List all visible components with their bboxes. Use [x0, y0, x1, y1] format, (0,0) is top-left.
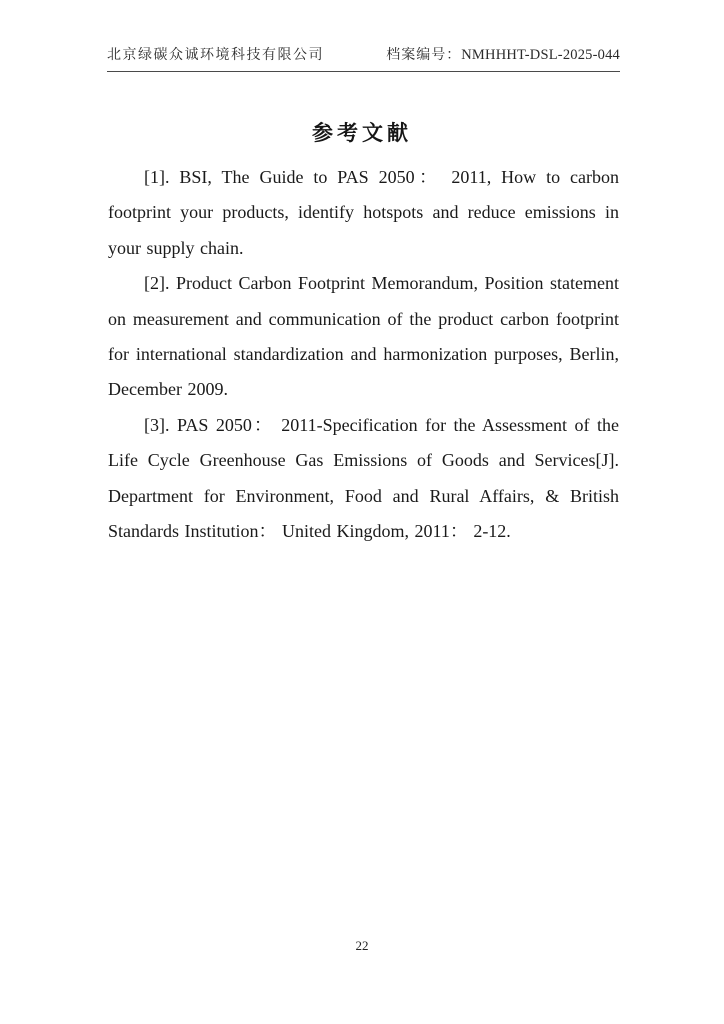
page-title: 参考文献	[312, 121, 412, 145]
reference-item: [1]. BSI, The Guide to PAS 2050： 2011, How to carbon footprint your products, identify hotspots and reduce emissions in your supply chain.	[108, 167, 619, 258]
reference-item: [3]. PAS 2050： 2011-Specification for the Assessment of the Life Cycle Greenhouse Gas Emissions of Goods and Services[J]. Department for Environment, Food and Rural Affairs, & British Standards Institution： United Kingdom, 2011： 2-12.	[108, 414, 619, 542]
doc-number-block	[386, 44, 620, 64]
page-number: 22	[355, 938, 369, 953]
doc-number-label: 档案编号：	[386, 48, 462, 63]
page-header	[107, 44, 620, 72]
reference-item: [2]. Product Carbon Footprint Memorandum, Position statement on measurement and communication of the product carbon footprint for international standardization and harmonization purposes, Berlin, December 2009.	[108, 273, 619, 400]
page-footer	[0, 938, 724, 954]
company-name: 北京绿碳众诚环境科技有限公司	[107, 48, 324, 63]
references-section	[108, 160, 619, 549]
doc-number-value: NMHHHT-DSL-2025-044	[461, 47, 620, 63]
